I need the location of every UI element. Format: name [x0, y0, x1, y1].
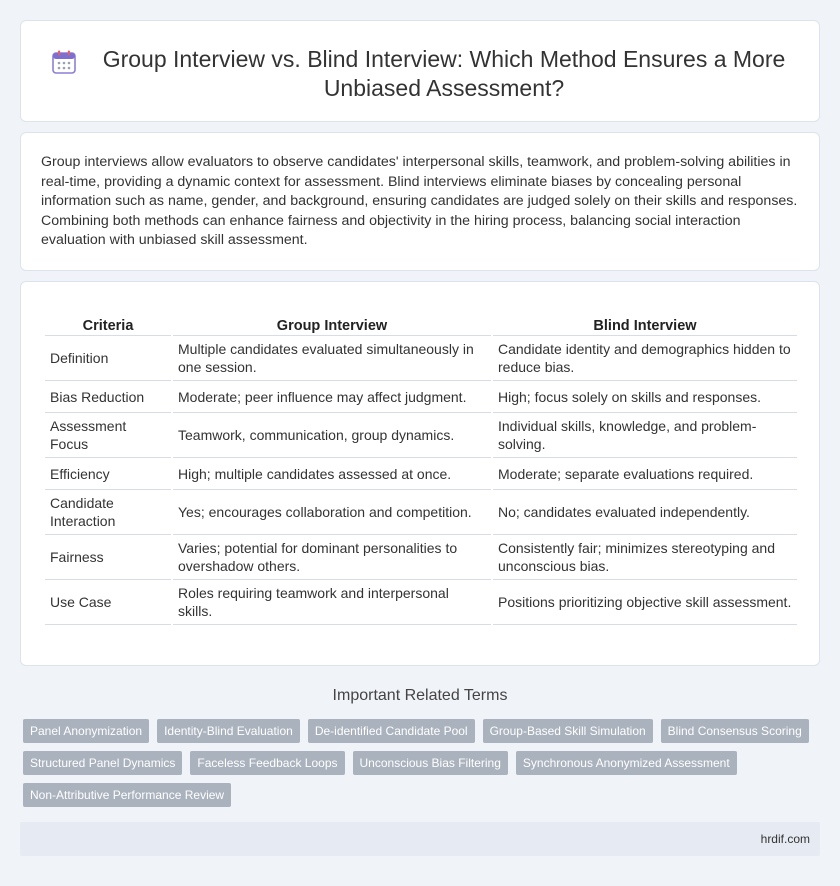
blind-cell: Individual skills, knowledge, and problem-solving.: [493, 413, 797, 458]
related-terms-list: [23, 719, 823, 815]
term-tag[interactable]: Non-Attributive Performance Review: [23, 783, 231, 807]
comparison-table: [43, 308, 799, 625]
term-tag[interactable]: Structured Panel Dynamics: [23, 751, 182, 775]
criteria-cell: Efficiency: [45, 458, 171, 490]
intro-card: [20, 132, 820, 271]
term-tag[interactable]: Unconscious Bias Filtering: [353, 751, 508, 775]
group-cell: Moderate; peer influence may affect judgment.: [173, 381, 491, 413]
group-cell: Teamwork, communication, group dynamics.: [173, 413, 491, 458]
header-group-interview: Group Interview: [173, 308, 491, 336]
blind-cell: Consistently fair; minimizes stereotyping and unconscious bias.: [493, 535, 797, 580]
header-blind-interview: Blind Interview: [493, 308, 797, 336]
group-cell: Roles requiring teamwork and interpersonal skills.: [173, 580, 491, 625]
group-cell: Yes; encourages collaboration and competition.: [173, 490, 491, 535]
criteria-cell: Fairness: [45, 535, 171, 580]
comparison-table-card: [20, 281, 820, 666]
title-row: [21, 21, 819, 103]
criteria-cell: Candidate Interaction: [45, 490, 171, 535]
criteria-cell: Use Case: [45, 580, 171, 625]
criteria-cell: Assessment Focus: [45, 413, 171, 458]
table-header-row: [45, 308, 797, 336]
table-row: [45, 381, 797, 413]
term-tag[interactable]: Group-Based Skill Simulation: [483, 719, 653, 743]
blind-cell: Moderate; separate evaluations required.: [493, 458, 797, 490]
term-tag[interactable]: De-identified Candidate Pool: [308, 719, 475, 743]
blind-cell: High; focus solely on skills and responses.: [493, 381, 797, 413]
table-row: [45, 490, 797, 535]
blind-cell: No; candidates evaluated independently.: [493, 490, 797, 535]
table-row: [45, 336, 797, 381]
page-title: Group Interview vs. Blind Interview: Which Method Ensures a More Unbiased Assessment?: [102, 46, 786, 101]
footer: [20, 822, 820, 856]
term-tag[interactable]: Synchronous Anonymized Assessment: [516, 751, 737, 775]
term-tag[interactable]: Faceless Feedback Loops: [190, 751, 344, 775]
related-terms-heading: Important Related Terms: [332, 687, 508, 704]
group-cell: High; multiple candidates assessed at once.: [173, 458, 491, 490]
blind-cell: Positions prioritizing objective skill assessment.: [493, 580, 797, 625]
title-card: [20, 20, 820, 122]
header-criteria: Criteria: [45, 308, 171, 336]
blind-cell: Candidate identity and demographics hidden to reduce bias.: [493, 336, 797, 381]
footer-site-link[interactable]: hrdif.com: [760, 832, 810, 846]
criteria-cell: Bias Reduction: [45, 381, 171, 413]
group-cell: Varies; potential for dominant personalities to overshadow others.: [173, 535, 491, 580]
term-tag[interactable]: Blind Consensus Scoring: [661, 719, 809, 743]
term-tag[interactable]: Identity-Blind Evaluation: [157, 719, 300, 743]
table-row: [45, 580, 797, 625]
table-row: [45, 413, 797, 458]
criteria-cell: Definition: [45, 336, 171, 381]
group-cell: Multiple candidates evaluated simultaneously in one session.: [173, 336, 491, 381]
table-row: [45, 458, 797, 490]
calendar-icon: [51, 49, 77, 75]
intro-paragraph: Group interviews allow evaluators to observe candidates' interpersonal skills, teamwork, and problem-solving abilities in real-time, providing a dynamic context for assessment. Blind interviews eliminate biases by concealing personal information such as name, gender, and background, ensuring candidates are judged solely on their skills and responses. Combining both methods can enhance fairness and objectivity in the hiring process, balancing social interaction evaluation with unbiased skill assessment.: [41, 154, 798, 249]
table-row: [45, 535, 797, 580]
term-tag[interactable]: Panel Anonymization: [23, 719, 149, 743]
